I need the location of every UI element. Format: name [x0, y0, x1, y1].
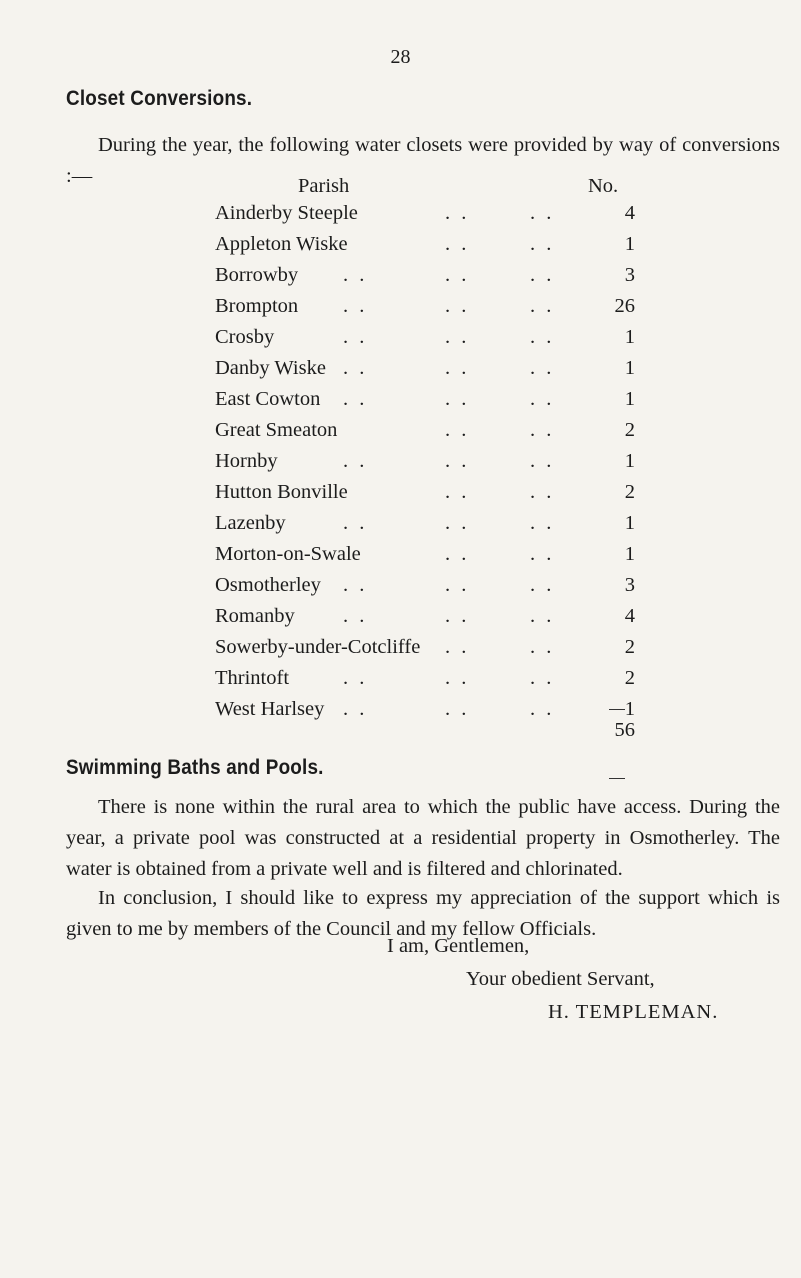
parish-name: Crosby	[215, 326, 275, 348]
total-rule-top	[609, 709, 625, 710]
dot-leader: . .	[530, 202, 555, 224]
dot-leader: . .	[445, 667, 470, 689]
table-row	[215, 477, 635, 508]
dot-leader: . .	[445, 419, 470, 441]
conversion-count: 1	[624, 543, 635, 565]
conversion-count: 1	[624, 326, 635, 348]
parish-name: Thrintoft	[215, 667, 290, 689]
table-row	[215, 198, 635, 229]
parish-table	[215, 198, 635, 725]
column-header-number: No.	[588, 175, 619, 197]
table-row	[215, 570, 635, 601]
parish-name: Appleton Wiske	[215, 233, 348, 255]
dot-leader: . .	[445, 388, 470, 410]
dot-leader: . .	[530, 698, 555, 720]
dot-leader: . .	[530, 264, 555, 286]
dot-leader: . .	[445, 233, 470, 255]
parish-name: Hornby	[215, 450, 278, 472]
dot-leader: . .	[530, 388, 555, 410]
parish-name: Morton-on-Swale	[215, 543, 361, 565]
table-row	[215, 322, 635, 353]
table-row	[215, 539, 635, 570]
conversion-count: 26	[614, 295, 635, 317]
dot-leader: . .	[530, 450, 555, 472]
conversion-count: 1	[624, 698, 635, 720]
dot-leader: . .	[530, 512, 555, 534]
parish-name: Hutton Bonville	[215, 481, 348, 503]
dot-leader: . .	[343, 698, 368, 720]
dot-leader: . .	[445, 698, 470, 720]
dot-leader: . .	[530, 481, 555, 503]
dot-leader: . .	[445, 326, 470, 348]
table-row	[215, 260, 635, 291]
conversion-count: 1	[624, 357, 635, 379]
conversion-count: 1	[624, 450, 635, 472]
table-row	[215, 384, 635, 415]
dot-leader: . .	[530, 419, 555, 441]
dot-leader: . .	[445, 543, 470, 565]
dot-leader: . .	[530, 543, 555, 565]
table-row	[215, 694, 635, 725]
table-row	[215, 291, 635, 322]
conversion-count: 1	[624, 512, 635, 534]
parish-name: Danby Wiske	[215, 357, 326, 379]
parish-name: Sowerby-under-Cotcliffe	[215, 636, 421, 658]
closet-intro-paragraph: During the year, the following water closets were provided by way of conversions :—	[66, 134, 780, 187]
table-row	[215, 663, 635, 694]
conversion-count: 1	[624, 388, 635, 410]
dot-leader: . .	[343, 388, 368, 410]
dot-leader: . .	[343, 512, 368, 534]
parish-name: Great Smeaton	[215, 419, 338, 441]
signature: H. TEMPLEMAN.	[548, 1001, 719, 1023]
conversion-count: 2	[624, 481, 635, 503]
dot-leader: . .	[530, 667, 555, 689]
parish-name: Ainderby Steeple	[215, 202, 358, 224]
parish-name: Romanby	[215, 605, 295, 627]
dot-leader: . .	[343, 295, 368, 317]
dot-leader: . .	[530, 233, 555, 255]
parish-name: Osmotherley	[215, 574, 321, 596]
conversion-count: 3	[624, 264, 635, 286]
page-number: 28	[390, 46, 411, 68]
dot-leader: . .	[530, 574, 555, 596]
dot-leader: . .	[530, 636, 555, 658]
total-rule-bottom	[609, 778, 625, 779]
conclusion-paragraph: In conclusion, I should like to express my appreciation of the support which is given to me by members of the Council and my fellow Officials.	[66, 887, 780, 940]
conversion-count: 2	[624, 636, 635, 658]
parish-name: Lazenby	[215, 512, 286, 534]
dot-leader: . .	[343, 264, 368, 286]
swimming-paragraph: There is none within the rural area to which the public have access. During the year, a private pool was constructed at a residential property in Osmotherley. The water is obtained from a private well and is filtered and chlorinated.	[66, 796, 780, 880]
sign-off: Your obedient Servant,	[466, 968, 655, 990]
salutation: I am, Gentlemen,	[387, 935, 530, 957]
dot-leader: . .	[343, 357, 368, 379]
conversion-count: 2	[624, 667, 635, 689]
conversion-count: 3	[624, 574, 635, 596]
parish-name: West Harlsey	[215, 698, 325, 720]
dot-leader: . .	[343, 450, 368, 472]
conversion-count: 4	[624, 605, 635, 627]
dot-leader: . .	[445, 636, 470, 658]
table-row	[215, 229, 635, 260]
parish-name: Borrowby	[215, 264, 299, 286]
column-header-parish: Parish	[298, 175, 350, 197]
table-row	[215, 508, 635, 539]
dot-leader: . .	[530, 605, 555, 627]
conversion-count: 2	[624, 419, 635, 441]
swimming-baths-heading: Swimming Baths and Pools.	[66, 756, 324, 779]
dot-leader: . .	[530, 357, 555, 379]
total-count: 56	[614, 719, 635, 741]
dot-leader: . .	[445, 295, 470, 317]
parish-name: Brompton	[215, 295, 299, 317]
dot-leader: . .	[445, 450, 470, 472]
conversion-count: 1	[624, 233, 635, 255]
conversion-count: 4	[624, 202, 635, 224]
table-row	[215, 446, 635, 477]
dot-leader: . .	[530, 326, 555, 348]
dot-leader: . .	[445, 264, 470, 286]
table-row	[215, 353, 635, 384]
dot-leader: . .	[445, 512, 470, 534]
dot-leader: . .	[445, 357, 470, 379]
dot-leader: . .	[445, 574, 470, 596]
table-row	[215, 415, 635, 446]
dot-leader: . .	[343, 605, 368, 627]
dot-leader: . .	[530, 295, 555, 317]
dot-leader: . .	[343, 574, 368, 596]
dot-leader: . .	[445, 605, 470, 627]
dot-leader: . .	[445, 202, 470, 224]
parish-name: East Cowton	[215, 388, 321, 410]
dot-leader: . .	[343, 667, 368, 689]
closet-conversions-heading: Closet Conversions.	[66, 87, 253, 110]
dot-leader: . .	[445, 481, 470, 503]
dot-leader: . .	[343, 326, 368, 348]
table-row	[215, 601, 635, 632]
table-row	[215, 632, 635, 663]
